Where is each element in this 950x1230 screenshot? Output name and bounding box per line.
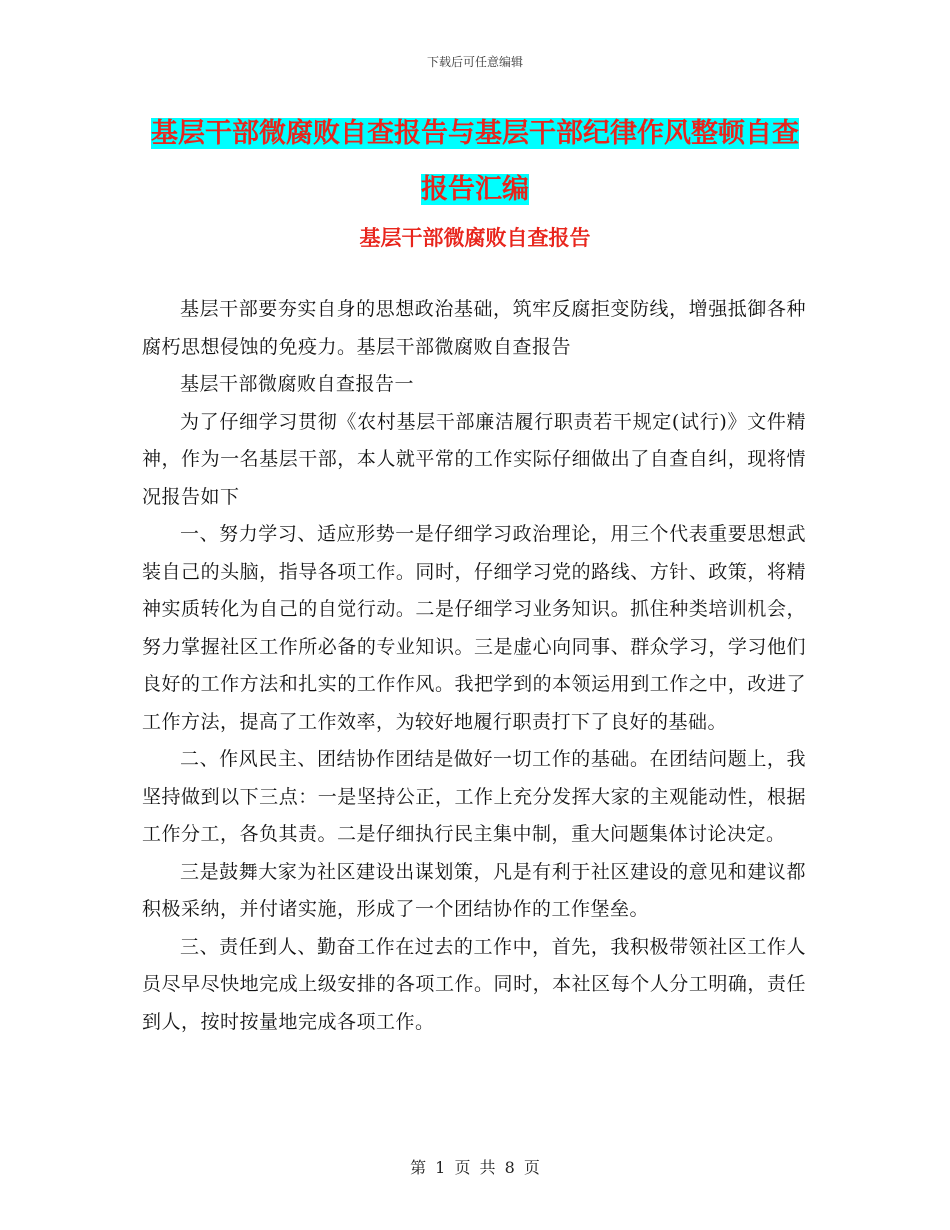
paragraph: 基层干部微腐败自查报告一	[180, 373, 415, 395]
paragraph: 为了仔细学习贯彻《农村基层干部廉洁履行职责若干规定(试行)》文件精神，作为一名基层干部，本人就平常的工作实际仔细做出了自查自纠，现将情况报告如下	[142, 410, 806, 508]
paragraph: 三是鼓舞大家为社区建设出谋划策，凡是有利于社区建设的意见和建议都积极采纳，并付诸实施，形成了一个团结协作的工作堡垒。	[142, 860, 806, 920]
section-title: 基层干部微腐败自查报告	[359, 226, 591, 250]
paragraph: 一、努力学习、适应形势一是仔细学习政治理论，用三个代表重要思想武装自己的头脑，指导各项工作。同时，仔细学习党的路线、方针、政策，将精神实质转化为自己的自觉行动。二是仔细学习业务知识。抓住种类培训机会，努力掌握社区工作所必备的专业知识。三是虚心向同事、群众学习，学习他们良好的工作方法和扎实的工作作风。我把学到的本领运用到工作之中，改进了工作方法，提高了工作效率，为较好地履行职责打下了良好的基础。	[142, 523, 806, 733]
document-title-text: 基层干部微腐败自查报告与基层干部纪律作风整顿自查报告汇编	[151, 118, 799, 205]
page-number: 第 1 页 共 8 页	[410, 1158, 540, 1177]
body-text	[142, 291, 806, 1041]
paragraph: 三、责任到人、勤奋工作在过去的工作中，首先，我积极带领社区工作人员尽早尽快地完成上级安排的各项工作。同时，本社区每个人分工明确，责任到人，按时按量地完成各项工作。	[142, 935, 806, 1033]
document-title	[145, 106, 805, 218]
paragraph: 二、作风民主、团结协作团结是做好一切工作的基础。在团结问题上，我坚持做到以下三点：一是坚持公正，工作上充分发挥大家的主观能动性，根据工作分工，各负其责。二是仔细执行民主集中制，重大问题集体讨论决定。	[142, 748, 806, 845]
paragraph: 基层干部要夯实自身的思想政治基础，筑牢反腐拒变防线，增强抵御各种腐朽思想侵蚀的免疫力。基层干部微腐败自查报告	[142, 298, 806, 358]
page-header-note: 下载后可任意编辑	[426, 55, 523, 69]
